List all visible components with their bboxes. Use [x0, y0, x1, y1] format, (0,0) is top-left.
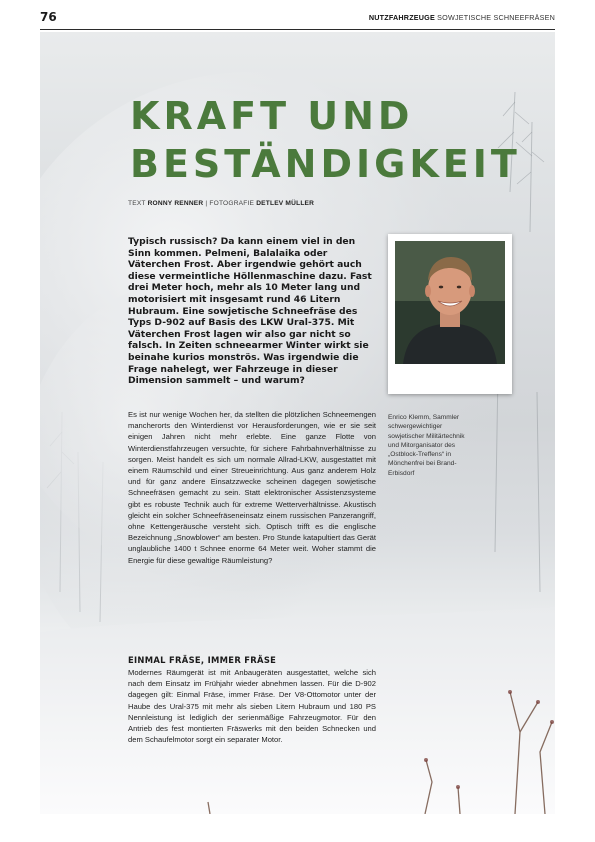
title-line-1: KRAFT UND [130, 94, 414, 138]
article-intro: Typisch russisch? Da kann einem viel in den Sinn kommen. Pelmeni, Balalaika oder Väterchen Frost. Aber irgendwie gehört auch diese vermeintliche Höllenmaschine dazu. Fast drei Meter hoch, mehr als 10 Meter lang und motorisiert mit insgesamt rund 46 Litern Hubraum. Eine sowjetische Schneefräse des Typs D-902 auf Basis des LKW Ural-375. Mit Väterchen Frost lagen wir also gar nicht so falsch. In Zeiten schneearmer Winter wirkt sie beinahe kurios monströs. Was irgendwie die Frage nahelegt, wer Fahrzeuge in dieser Dimension sammelt – und warum? [128, 236, 372, 387]
article-title [130, 92, 521, 188]
author-name: RONNY RENNER [147, 200, 204, 207]
header-rule [40, 29, 555, 30]
running-head [369, 13, 555, 22]
article-body-paragraph-1: Es ist nur wenige Wochen her, da stellten die plötzlichen Schneemengen mancherorts den Winterdienst vor Herausforderungen, wie er sie seit einigen Jahren nicht mehr erlebte. Eine ganze Flotte von Winterdienstfahrzeugen versuchte, für sichere Fahrbahnverhältnisse zu sorgen. Meist handelt es sich um normale Allrad-LKW, ausgestattet mit einem Räumschild und einer Streueinrichtung. Aus ganz anderem Holz und für ganz andere Einsatzzwecke scheinen dagegen sowjetische Schneefräsen gemacht zu sein. Statt elektronischer Assistenzsysteme gibt es robuste Technik auch für extreme Wetterverhältnisse. Akustisch gleicht ein solcher Schneefräseneinsatz einem russischen Panzerangriff, ohne Kettengeräusche versteht sich. Optisch trifft es die englische Bezeichnung „Snowblower“ am besten. Pro Stunde katapultiert das Gerät unglaubliche 1400 t Schnee enorme 64 Meter weit. Woher stammt die Energie für diese gewaltige Räumleistung? [128, 410, 376, 565]
article-body-paragraph-2: Modernes Räumgerät ist mit Anbaugeräten ausgestattet, welche sich nach dem Einsatz im Frühjahr wieder abnehmen lassen. Für die D-902 dagegen gilt: Einmal Fräse, immer Fräse. Der V8-Ottomotor unter der Haube des Ural-375 mit mehr als sieben Litern Hubraum und 180 PS Nennleistung ist lediglich der serienmäßige Fahrzeugmotor. Für den Antrieb des fest montierten Fräswerks mit den beiden Schnecken und dem Schaufelmotor sorgt ein separater Motor. [128, 668, 376, 745]
running-head-topic: SOWJETISCHE SCHNEEFRÄSEN [437, 13, 555, 22]
title-line-2: BESTÄNDIGKEIT [130, 142, 521, 186]
photographer-name: DETLEV MÜLLER [256, 200, 315, 207]
running-head-section: NUTZFAHRZEUGE [368, 13, 435, 22]
article-subheading: EINMAL FRÄSE, IMMER FRÄSE [128, 655, 277, 665]
article-credits [128, 200, 314, 207]
credits-separator: | [205, 200, 208, 207]
portrait-caption: Enrico Klemm, Sammler schwergewichtiger sowjetischer Militärtechnik und Mitorganisator des „Ostblock-Treffens“ in Mönchenfrei bei Brand-Erbisdorf [388, 414, 465, 477]
photo-label: FOTOGRAFIE [209, 200, 255, 207]
page-header [40, 8, 555, 30]
page-number: 76 [40, 10, 57, 24]
text-label: TEXT [128, 200, 146, 207]
portrait-image [395, 241, 505, 364]
portrait-photo [388, 234, 512, 394]
